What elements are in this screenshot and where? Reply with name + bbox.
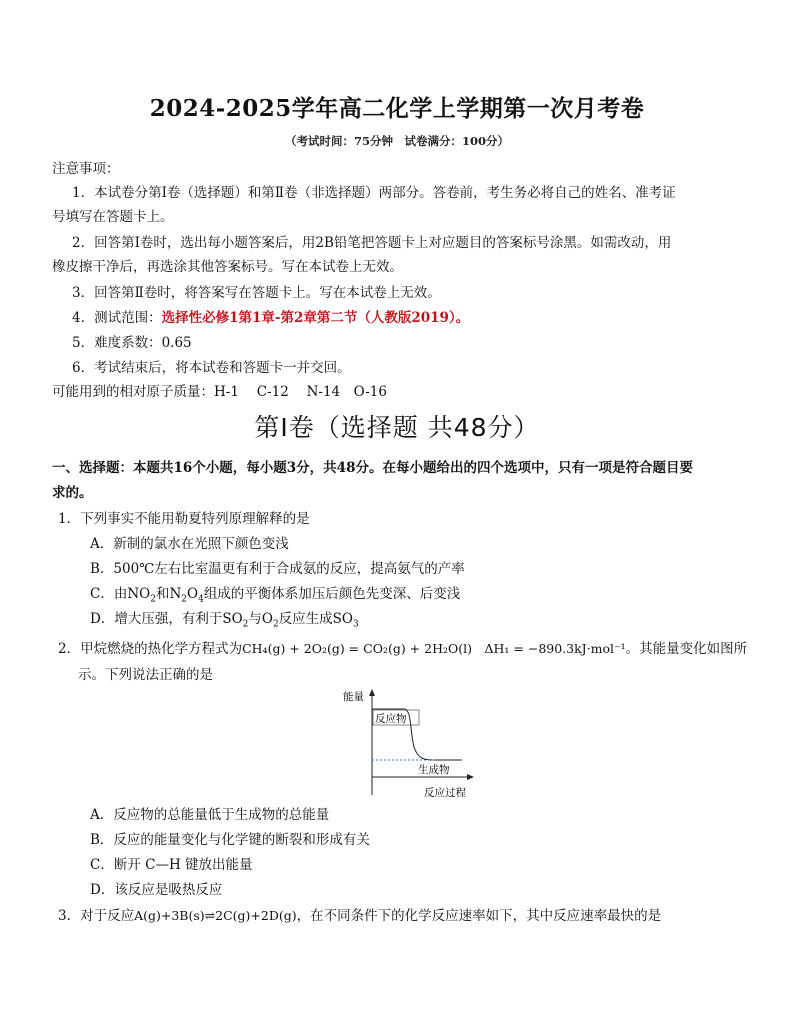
q2-equation: CH₄(g) + 2O₂(g) = CO₂(g) + 2H₂O(l) ΔH₁ = −890.3kJ·mol⁻¹ [242,641,626,656]
section-intro-line2: 求的。 [52,485,93,501]
energy-diagram [338,687,478,802]
q2-option-b: B．反应的能量变化与化学键的断裂和形成有关 [90,832,370,848]
q2-stem-line2: 示。下列说法正确的是 [78,667,213,683]
q1-d-text-2: 与O [248,611,273,627]
q1-c-text-1: C．由NO [90,586,151,602]
q2-stem-pre: 2．甲烷燃烧的热化学方程式为 [58,641,243,657]
note-1-line2: 号填写在答题卡上。 [52,209,174,225]
x-axis-arrow [467,774,474,780]
q1-d-text-3: 反应生成SO [278,611,354,627]
q1-c-text-2: 和N [155,586,182,602]
x-axis-label: 反应过程 [424,787,466,799]
section-intro-line1: 一、选择题：本题共16个小题，每小题3分，共48分。在每小题给出的四个选项中，只有一项是符合题目要 [52,460,693,476]
q2-option-a: A．反应物的总能量低于生成物的总能量 [90,807,330,823]
q3-stem [58,907,661,925]
q1-d-sub-3: 3 [353,619,359,630]
note-2-line2: 橡皮擦干净后，再选涂其他答案标号。写在本试卷上无效。 [52,259,403,275]
note-5: 5．难度系数：0.65 [72,335,192,351]
y-axis-label: 能量 [343,691,364,703]
note-4-scope: 选择性必修1第1章-第2章第二节（人教版2019）。 [161,310,470,326]
q1-d-text-1: D．增大压强，有利于SO [90,611,243,627]
q1-c-sub-1: 2 [150,594,156,605]
notes-heading: 注意事项： [52,161,120,177]
section-title: 第Ⅰ卷（选择题 共48分） [254,413,540,442]
y-axis-arrow [369,689,375,696]
q2-stem [58,640,747,658]
q1-d-sub-1: 2 [242,619,249,630]
reactant-label: 反应物 [375,713,407,725]
product-label: 生成物 [418,764,450,776]
atomic-masses: 可能用到的相对原子质量：H-1 C-12 N-14 O-16 [52,384,387,400]
q1-option-d [90,610,359,634]
note-4 [72,309,469,327]
q1-c-sub-3: 4 [198,594,204,605]
q2-option-d: D．该反应是吸热反应 [90,882,223,898]
q1-option-c [90,585,460,609]
q1-stem: 1．下列事实不能用勒夏特列原理解释的是 [58,511,310,527]
q1-option-a: A．新制的氯水在光照下颜色变浅 [90,536,289,552]
exam-title: 2024-2025学年高二化学上学期第一次月考卷 [149,95,645,122]
q3-stem-pre: 3．对于反应 [58,908,135,924]
energy-diagram-svg [338,687,478,802]
exam-subtitle: （考试时间：75分钟 试卷满分：100分） [284,134,509,148]
note-1-line1: 1．本试卷分第Ⅰ卷（选择题）和第Ⅱ卷（非选择题）两部分。答卷前，考生务必将自己的姓名、准考证 [72,185,676,201]
q2-option-c: C．断开 C—H 键放出能量 [90,857,253,873]
q1-c-text-4: 组成的平衡体系加压后颜色先变深、后变浅 [203,586,461,602]
note-4-label: 4．测试范围： [72,310,162,326]
q3-equation: A(g)+3B(s)⇌2C(g)+2D(g) [134,908,297,923]
q1-d-sub-2: 2 [272,619,279,630]
q2-stem-post: 。其能量变化如图所 [625,641,748,657]
q1-c-text-3: O [187,586,199,602]
q3-stem-post: ，在不同条件下的化学反应速率如下，其中反应速率最快的是 [296,908,662,924]
note-2-line1: 2．回答第Ⅰ卷时，选出每小题答案后，用2B铅笔把答题卡上对应题目的答案标号涂黑。如需改动，用 [72,235,672,251]
q1-option-b: B．500℃左右比室温更有利于合成氨的反应，提高氨气的产率 [90,561,465,577]
note-6: 6．考试结束后，将本试卷和答题卡一并交回。 [72,360,351,376]
note-3: 3．回答第Ⅱ卷时，将答案写在答题卡上。写在本试卷上无效。 [72,285,441,301]
q1-c-sub-2: 2 [181,594,187,605]
